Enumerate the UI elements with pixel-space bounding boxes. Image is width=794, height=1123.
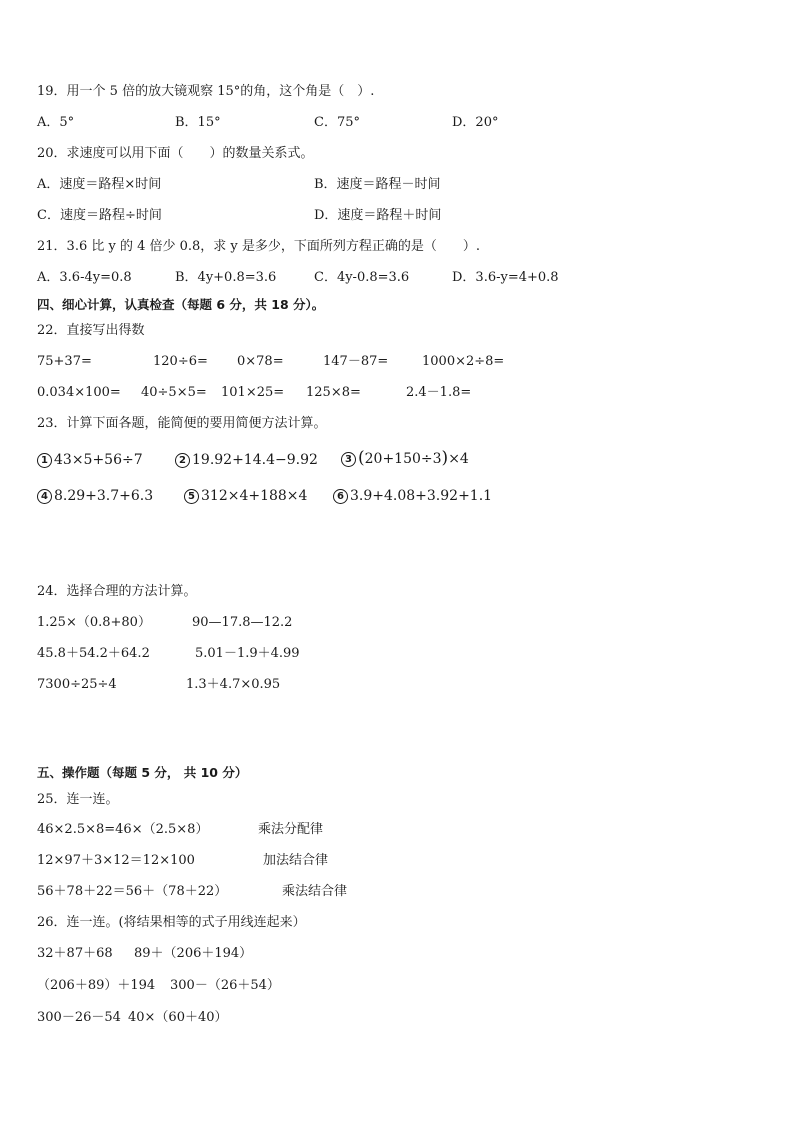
q21-option-c[interactable]: C．4y-0.8=3.6 xyxy=(314,270,410,285)
q26-left-expression[interactable]: （206＋89）＋194 xyxy=(37,978,156,993)
circled-number: 5 xyxy=(184,489,199,504)
q22-item: 40÷5×5= xyxy=(141,385,207,400)
q22-item: 120÷6= xyxy=(153,354,208,369)
q25-stem: 25．连一连。 xyxy=(37,792,119,807)
q23-expression: 8.29+3.7+6.3 xyxy=(54,488,154,504)
q23-item-5 xyxy=(184,488,307,504)
q24-item: 1.25×（0.8+80） xyxy=(37,615,151,630)
q25-right-law[interactable]: 乘法结合律 xyxy=(282,884,348,899)
q23-expression: 3.9+4.08+3.92+1.1 xyxy=(350,488,493,504)
section-4-title: 四、细心计算，认真检查（每题 6 分，共 18 分）。 xyxy=(37,297,325,312)
q25-left-expression[interactable]: 56＋78＋22＝56＋（78＋22） xyxy=(37,884,228,899)
q24-stem: 24．选择合理的方法计算。 xyxy=(37,584,197,599)
q19-option-a[interactable]: A．5° xyxy=(37,115,75,130)
q19-stem: 19．用一个 5 倍的放大镜观察 15°的角，这个角是（ ）. xyxy=(37,84,375,99)
q23-item-4 xyxy=(37,488,153,504)
circled-number: 4 xyxy=(37,489,52,504)
q24-item: 5.01－1.9＋4.99 xyxy=(195,646,300,661)
q22-item: 75+37= xyxy=(37,354,92,369)
q25-right-law[interactable]: 乘法分配律 xyxy=(258,822,324,837)
q22-stem: 22．直接写出得数 xyxy=(37,323,145,338)
q22-item: 125×8= xyxy=(306,385,361,400)
q20-option-d[interactable]: D．速度＝路程＋时间 xyxy=(314,208,442,223)
q22-item: 101×25= xyxy=(221,385,285,400)
q20-option-c[interactable]: C．速度＝路程÷时间 xyxy=(37,208,162,223)
q25-right-law[interactable]: 加法结合律 xyxy=(263,853,329,868)
q23-expression: 20+150÷3 xyxy=(364,451,442,467)
q25-left-expression[interactable]: 46×2.5×8=46×（2.5×8） xyxy=(37,822,209,837)
q23-expression: 312×4+188×4 xyxy=(201,488,308,504)
q23-item-2 xyxy=(175,452,318,468)
q23-item-1 xyxy=(37,452,143,468)
q22-item: 147－87= xyxy=(323,354,389,369)
q21-option-a[interactable]: A．3.6-4y=0.8 xyxy=(37,270,132,285)
q19-option-b[interactable]: B．15° xyxy=(175,115,221,130)
q23-expression: 43×5+56÷7 xyxy=(54,452,143,468)
q21-stem: 21．3.6 比 y 的 4 倍少 0.8，求 y 是多少，下面所列方程正确的是（ ）. xyxy=(37,239,481,254)
q22-item: 0×78= xyxy=(237,354,284,369)
q25-left-expression[interactable]: 12×97＋3×12＝12×100 xyxy=(37,853,195,868)
q26-right-expression[interactable]: 300－（26＋54） xyxy=(170,978,280,993)
q23-item-3 xyxy=(341,450,469,467)
q21-option-d[interactable]: D．3.6-y=4+0.8 xyxy=(452,270,559,285)
circled-number: 3 xyxy=(341,452,356,467)
q23-stem: 23．计算下面各题，能简便的要用简便方法计算。 xyxy=(37,416,327,431)
q22-item: 1000×2÷8= xyxy=(422,354,505,369)
q24-item: 7300÷25÷4 xyxy=(37,677,117,692)
q24-item: 1.3＋4.7×0.95 xyxy=(186,677,281,692)
q23-expression: 19.92+14.4−9.92 xyxy=(192,452,318,468)
q19-option-c[interactable]: C．75° xyxy=(314,115,360,130)
q21-option-b[interactable]: B．4y+0.8=3.6 xyxy=(175,270,277,285)
q23-expression-tail: ×4 xyxy=(448,451,469,467)
section-5-title: 五、操作题（每题 5 分， 共 10 分） xyxy=(37,765,248,780)
q26-left-expression[interactable]: 32＋87＋68 xyxy=(37,946,113,961)
q22-item: 2.4－1.8= xyxy=(406,385,472,400)
circled-number: 1 xyxy=(37,453,52,468)
q24-item: 90—17.8—12.2 xyxy=(192,615,293,630)
left-paren: ( xyxy=(358,448,365,468)
q24-item: 45.8＋54.2＋64.2 xyxy=(37,646,150,661)
q20-stem: 20．求速度可以用下面（ ）的数量关系式。 xyxy=(37,146,314,161)
circled-number: 6 xyxy=(333,489,348,504)
q26-right-expression[interactable]: 89＋（206＋194） xyxy=(134,946,253,961)
q20-option-b[interactable]: B．速度＝路程－时间 xyxy=(314,177,441,192)
q20-option-a[interactable]: A．速度＝路程×时间 xyxy=(37,177,162,192)
q22-item: 0.034×100= xyxy=(37,385,121,400)
q19-option-d[interactable]: D．20° xyxy=(452,115,499,130)
q26-right-expression[interactable]: 40×（60＋40） xyxy=(128,1010,228,1025)
right-paren: ) xyxy=(441,448,449,468)
q26-left-expression[interactable]: 300－26－54 xyxy=(37,1010,121,1025)
q23-item-6 xyxy=(333,488,492,504)
circled-number: 2 xyxy=(175,453,190,468)
q26-stem: 26．连一连。(将结果相等的式子用线连起来） xyxy=(37,915,306,930)
